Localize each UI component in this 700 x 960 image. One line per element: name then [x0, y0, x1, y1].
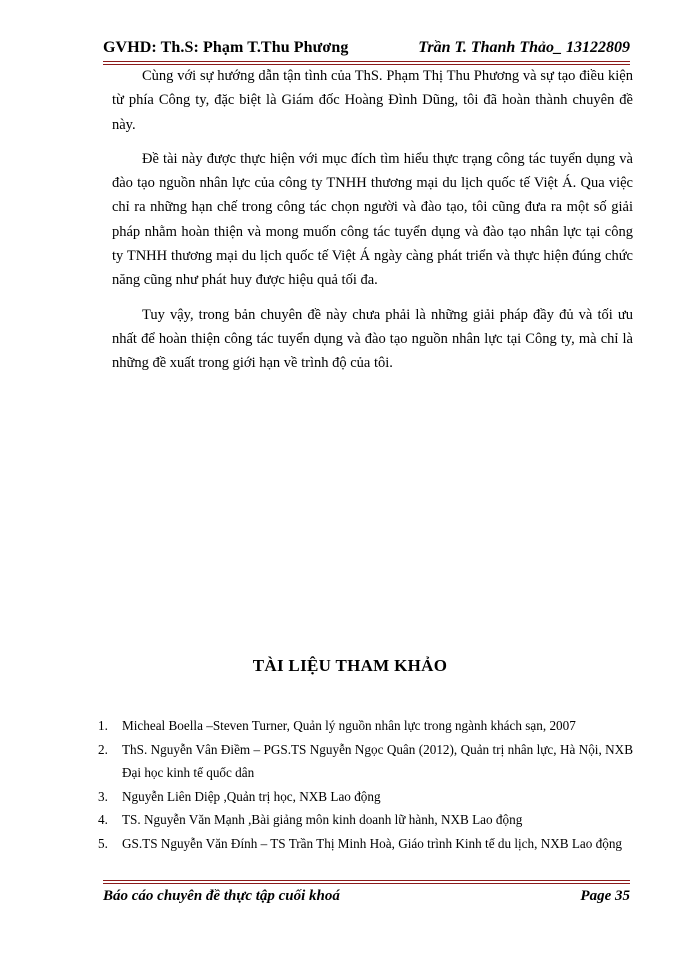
reference-text: GS.TS Nguyễn Văn Đính – TS Trần Thị Minh Hoà, Giáo trình Kinh tế du lịch, NXB Lao động: [122, 835, 623, 851]
footer-divider: [103, 880, 630, 884]
footer-report-title: Báo cáo chuyên đề thực tập cuối khoá: [103, 888, 340, 904]
reference-item: [95, 832, 633, 856]
page-header: [103, 39, 630, 65]
reference-number: 2.: [98, 741, 108, 757]
reference-item: [95, 738, 633, 785]
references-list: [95, 714, 633, 855]
reference-number: 4.: [98, 812, 108, 827]
header-author: Trần T. Thanh Thảo_ 13122809: [418, 39, 630, 56]
reference-text: TS. Nguyễn Văn Mạnh ,Bài giảng môn kinh doanh lữ hành, NXB Lao động: [122, 812, 523, 827]
header-advisor: GVHD: Th.S: Phạm T.Thu Phương: [103, 39, 349, 56]
page-footer: [103, 880, 630, 910]
reference-item: [95, 785, 633, 809]
paragraph-3: Tuy vậy, trong bản chuyên đề này chưa phải là những giải pháp đầy đủ và tối ưu nhất để hoàn thiện công tác tuyển dụng và đào tạo nguồn nhân lực tại Công ty, mà chỉ là những đề xuất trong giới hạn về trình độ của tôi.: [112, 306, 633, 372]
reference-number: 1.: [98, 718, 108, 733]
paragraph-1: Cùng với sự hướng dẫn tận tình của ThS. Phạm Thị Thu Phương và sự tạo điều kiện từ phía Công ty, đặc biệt là Giám đốc Hoàng Đình Dũng, tôi đã hoàn thành chuyên đề này.: [112, 68, 633, 133]
references-title: TÀI LIỆU THAM KHẢO: [252, 656, 448, 675]
reference-text: ThS. Nguyễn Vân Điềm – PGS.TS Nguyễn Ngọc Quân (2012), Quản trị nhân lực, Hà Nội, NXB Đại học kinh tế quốc dân: [122, 741, 633, 780]
reference-text: Nguyễn Liên Diệp ,Quản trị học, NXB Lao động: [122, 788, 381, 804]
reference-number: 3.: [98, 788, 108, 804]
reference-text: Micheal Boella –Steven Turner, Quản lý nguồn nhân lực trong ngành khách sạn, 2007: [122, 718, 576, 733]
reference-number: 5.: [98, 835, 108, 851]
reference-item: [95, 808, 633, 832]
page-number: Page 35: [580, 888, 630, 904]
body-text: [112, 64, 633, 376]
paragraph-2: Đề tài này được thực hiện với mục đích tìm hiểu thực trạng công tác tuyển dụng và đào tạo nguồn nhân lực của công ty TNHH thương mại du lịch quốc tế Việt Á. Qua việc chỉ ra những hạn chế trong công tác chọn người và đào tạo, tôi cũng đưa ra một số giải pháp nhằm hoàn thiện và mong muốn công tác tuyển dụng và đào tạo nhân lực tại công ty TNHH thương mại du lịch quốc tế Việt Á ngày càng phát triển và thực hiện đúng chức năng cũng như phát huy được hiệu quả tối đa.: [112, 150, 633, 289]
reference-item: [95, 714, 633, 738]
